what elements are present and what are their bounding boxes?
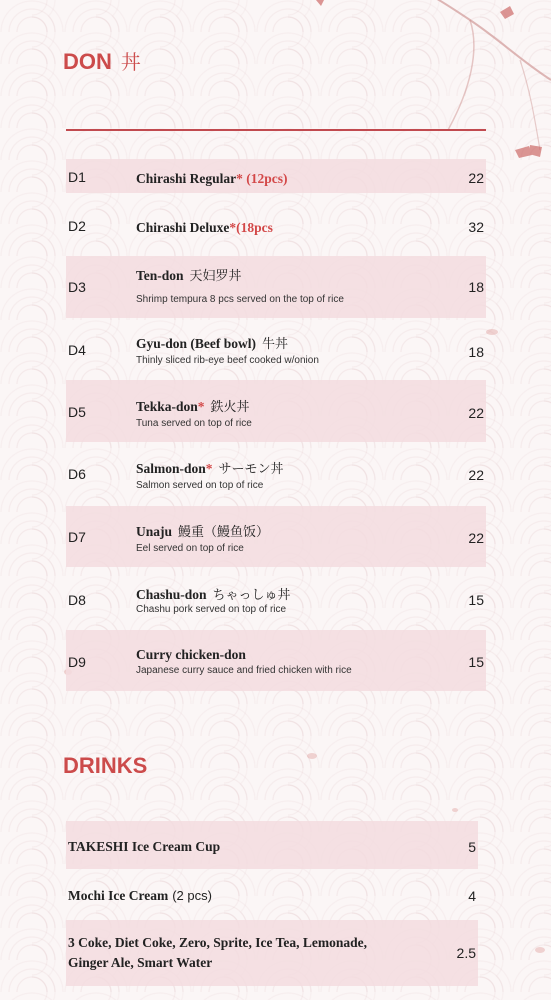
drink-item-mochi	[66, 874, 478, 918]
item-code: D4	[68, 342, 86, 358]
drink-price: 2.5	[456, 945, 476, 961]
item-code: D9	[68, 654, 86, 670]
item-name: Tekka-don* 鉄火丼	[136, 399, 250, 415]
item-price: 22	[468, 467, 484, 483]
item-code: D3	[68, 279, 86, 295]
item-name: Chirashi Regular* (12pcs)	[136, 171, 288, 186]
item-price: 18	[468, 279, 484, 295]
item-price: 18	[468, 344, 484, 360]
item-price: 32	[468, 219, 484, 235]
drink-name: TAKESHI Ice Cream Cup	[68, 839, 221, 854]
item-price: 15	[468, 654, 484, 670]
drink-name: Mochi Ice Cream (2 pcs)	[68, 888, 212, 903]
item-price: 22	[468, 170, 484, 186]
item-description: Chashu pork served on top of rice	[136, 604, 287, 615]
item-code: D5	[68, 404, 86, 420]
menu-item-d3	[66, 256, 486, 318]
don-title-kanji: 丼	[120, 50, 141, 74]
menu-item-d9	[66, 630, 486, 691]
menu-item-d1	[66, 159, 486, 193]
item-description: Salmon served on top of rice	[136, 480, 264, 491]
drinks-section-title: DRINKS	[63, 753, 148, 778]
don-title-text: DON	[63, 49, 112, 74]
menu-item-d6	[66, 443, 486, 505]
drink-item-ice-cream-cup	[66, 821, 478, 869]
don-section-title	[63, 46, 141, 75]
item-name: Ten-don 天妇罗丼	[136, 268, 242, 284]
drink-name: 3 Coke, Diet Coke, Zero, Sprite, Ice Tea, Lemonade, Ginger Ale, Smart Water	[68, 935, 367, 970]
item-price: 22	[468, 530, 484, 546]
menu-item-d8	[66, 568, 486, 628]
item-name: Unaju 鰻重（鰻鱼饭）	[136, 524, 270, 540]
item-price: 15	[468, 592, 484, 608]
item-name: Gyu-don (Beef bowl) 牛丼	[136, 336, 289, 352]
item-name: Curry chicken-don	[136, 647, 246, 662]
item-price: 22	[468, 405, 484, 421]
drink-price: 5	[468, 839, 476, 855]
item-code: D1	[68, 169, 86, 185]
item-description: Shrimp tempura 8 pcs served on the top of rice	[136, 294, 344, 305]
item-description: Eel served on top of rice	[136, 543, 244, 554]
item-description: Tuna served on top of rice	[136, 418, 252, 429]
item-code: D7	[68, 529, 86, 545]
section-divider	[66, 129, 486, 131]
item-name: Chirashi Deluxe*(18pcs	[136, 220, 273, 235]
menu-item-d4	[66, 320, 486, 378]
menu-item-d2	[66, 208, 486, 242]
item-name: Chashu-don ちゃっしゅ丼	[136, 587, 291, 603]
drink-item-soft-drinks	[66, 920, 478, 986]
menu-item-d5	[66, 380, 486, 442]
item-description: Thinly sliced rib-eye beef cooked w/onion	[136, 355, 319, 366]
item-code: D2	[68, 218, 86, 234]
menu-item-d7	[66, 506, 486, 567]
item-name: Salmon-don* サーモン丼	[136, 461, 284, 477]
item-description: Japanese curry sauce and fried chicken with rice	[136, 665, 352, 676]
item-code: D6	[68, 466, 86, 482]
drink-price: 4	[468, 888, 476, 904]
item-code: D8	[68, 592, 86, 608]
